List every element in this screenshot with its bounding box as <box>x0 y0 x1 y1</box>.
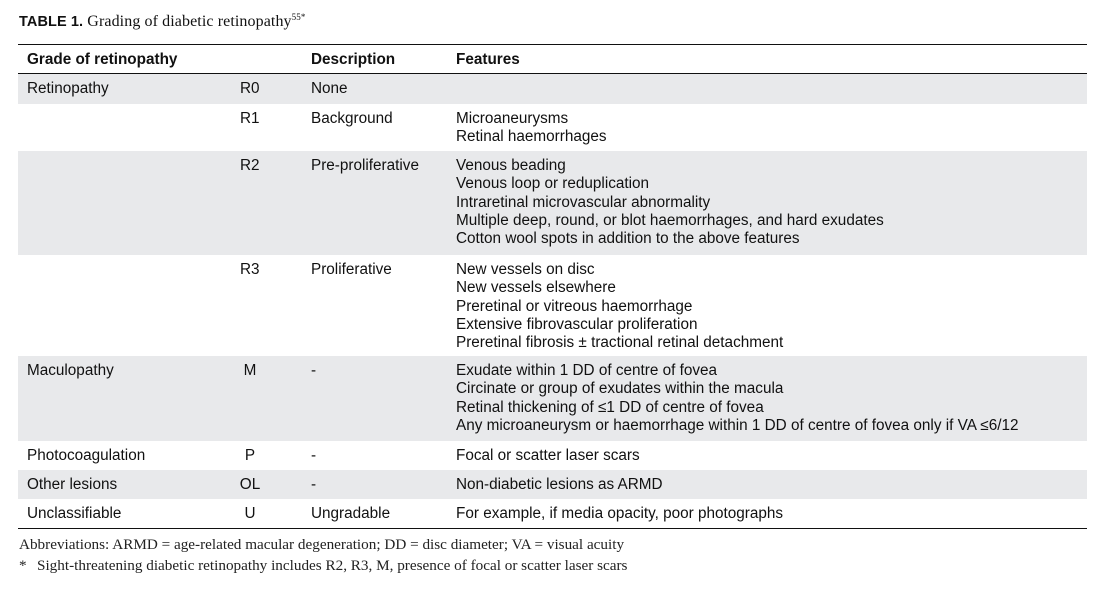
grade-cell: Unclassifiable <box>27 505 122 522</box>
feature-item: Non-diabetic lesions as ARMD <box>456 476 663 493</box>
description-cell: None <box>311 80 348 97</box>
asterisk-symbol: * <box>19 556 27 574</box>
table-row <box>18 104 1087 151</box>
sight-threatening-text: Sight-threatening diabetic retinopathy includes R2, R3, M, presence of focal or scatter laser scars <box>37 556 628 574</box>
retinopathy-grading-table <box>18 44 1087 529</box>
feature-item: Venous loop or reduplication <box>456 175 650 193</box>
features-cell <box>456 261 783 352</box>
description-cell: Pre-proliferative <box>311 157 419 174</box>
feature-item: Cotton wool spots in addition to the above features <box>456 230 800 248</box>
grade-cell: Other lesions <box>27 476 118 493</box>
table-header-row <box>18 45 1087 74</box>
code-cell: U <box>244 505 256 522</box>
table-row <box>18 255 1087 356</box>
feature-item: Extensive fibrovascular proliferation <box>456 315 698 333</box>
table-row <box>18 441 1087 470</box>
description-cell: Ungradable <box>311 505 391 522</box>
features-cell <box>456 447 640 465</box>
header-features: Features <box>456 51 520 68</box>
features-cell <box>456 476 663 494</box>
feature-item: Microaneurysms <box>456 110 569 127</box>
grade-cell: Photocoagulation <box>27 447 146 464</box>
table-row <box>18 356 1087 441</box>
table-row <box>18 470 1087 499</box>
features-cell <box>456 157 884 248</box>
code-cell: M <box>243 362 257 379</box>
code-cell: R0 <box>240 80 260 97</box>
description-cell: Proliferative <box>311 261 392 278</box>
description-cell: - <box>311 476 317 493</box>
feature-item: Venous beading <box>456 157 566 174</box>
table-title: Grading of diabetic retinopathy <box>87 13 292 30</box>
header-grade: Grade of retinopathy <box>27 51 178 68</box>
grade-cell: Maculopathy <box>27 362 114 379</box>
table-row <box>18 499 1087 528</box>
features-cell <box>456 505 783 523</box>
code-cell: P <box>244 447 256 464</box>
description-cell: Background <box>311 110 393 127</box>
feature-item: Preretinal or vitreous haemorrhage <box>456 297 693 315</box>
feature-item: New vessels elsewhere <box>456 279 616 297</box>
grade-cell: Retinopathy <box>27 80 109 97</box>
code-cell: OL <box>239 476 261 493</box>
feature-item: Any microaneurysm or haemorrhage within 1 DD of centre of fovea only if VA ≤6/12 <box>456 416 1019 434</box>
table-label: TABLE 1. <box>19 14 84 30</box>
table-row <box>18 74 1087 104</box>
features-cell <box>456 362 1018 435</box>
abbreviations-note: Abbreviations: ARMD = age-related macular degeneration; DD = disc diameter; VA = visual acuity <box>19 536 625 553</box>
feature-item: Exudate within 1 DD of centre of fovea <box>456 362 718 379</box>
citation-superscript: 55* <box>291 12 306 22</box>
code-cell: R2 <box>240 157 260 174</box>
description-cell: - <box>311 447 317 464</box>
description-cell: - <box>311 362 317 379</box>
table-caption <box>19 12 305 31</box>
code-cell: R3 <box>240 261 260 278</box>
header-description: Description <box>311 51 396 68</box>
table-row <box>18 151 1087 255</box>
sight-threatening-note <box>19 556 627 577</box>
feature-item: Retinal haemorrhages <box>456 128 607 146</box>
feature-item: New vessels on disc <box>456 261 595 278</box>
features-cell <box>456 110 607 147</box>
table-footnotes <box>19 535 627 576</box>
feature-item: Intraretinal microvascular abnormality <box>456 193 711 211</box>
feature-item: Circinate or group of exudates within the macula <box>456 380 784 398</box>
feature-item: Preretinal fibrosis ± tractional retinal detachment <box>456 334 784 352</box>
code-cell: R1 <box>240 110 260 127</box>
feature-item: Focal or scatter laser scars <box>456 447 640 464</box>
feature-item: Multiple deep, round, or blot haemorrhages, and hard exudates <box>456 211 884 229</box>
feature-item: Retinal thickening of ≤1 DD of centre of fovea <box>456 398 764 416</box>
feature-item: For example, if media opacity, poor photographs <box>456 505 784 522</box>
